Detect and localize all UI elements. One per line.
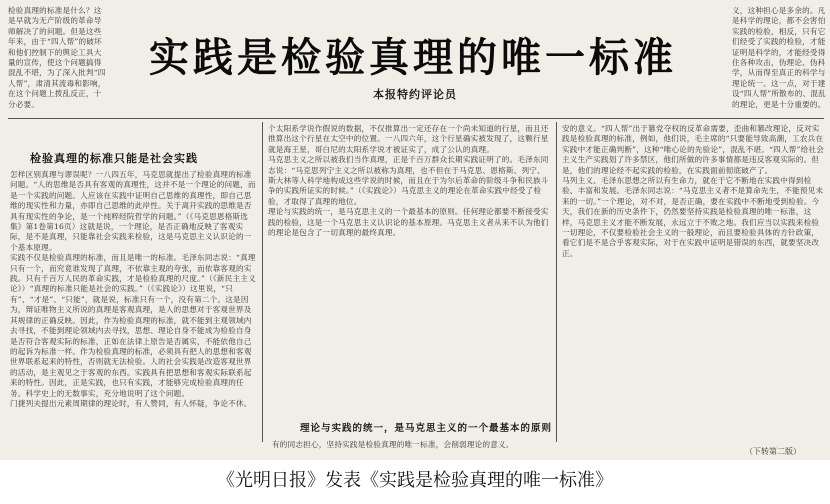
paragraph-2: 实践不仅是检验真理的标准，而且是唯一的标准。毛泽东同志说：“真理只有一个，而究竟谁发现了真理，不依靠主观的夸张，而依靠客观的实践。只有千百万人民的革命实践，才是检验真理的尺度。”（《新民主主义论》）“真理的标准只能是社会的实践。”（《实践论》）这里说，“只有”、“才是”、“只能”，就是说，标准只有一个，没有第二个。这是因为，辩证唯物主义所说的真理是客观真理，是人的思想对于客观世界及其规律的正确反映。因此，作为检验真理的标准，就不能到主观领域内去寻找，不能到理论领域内去寻找，思想、理论自身不能成为检验自身是否符合客观实际的标准，正如在法律上原告是否属实，不能依他自己的起诉为标准一样。作为检验真理的标准，必须具有把人的思想和客观世界联系起来的特性，否则就无法检验。人的社会实践是改造客观世界的活动，是主观见之于客观的东西。实践具有把思想和客观实际联系起来的特性。因此，正是实践，也只有实践，才能够完成检验真理的任务。科学史上的无数事实，充分地说明了这个问题。: [10, 253, 256, 398]
continued-note: （下转第二版）: [745, 447, 801, 456]
section-heading-1: 检验真理的标准只能是社会实践: [30, 152, 198, 165]
body-column-middle: [268, 124, 552, 414]
paragraph-1: 怎样区别真理与谬误呢？一八四五年，马克思就提出了检验真理的标准问题。“人的思维是否具有客观的真理性，这并不是一个理论的问题，而是一个实践的问题。人应该在实践中证明自己思维的真理性，即自己思维的现实性和力量，亦即自己思维的此岸性。关于离开实践的思维是否具有现实性的争论，是一个纯粹经院哲学的问题。”（《马克思恩格斯选集》第1卷第16页）这就是说，一个理论，是否正确地反映了客观实际，是不是真理，只能靠社会实践来检验，这是马克思主义认识论的一个基本原理。: [10, 170, 256, 252]
intro-paragraph: 检验真理的标准是什么？这是早就为无产阶级的革命导师解决了的问题。但是这些年来，由于“四人帮”的破坏和他们控制下的舆论工具大量的宣传，使这个问题搞得混乱不堪，为了深入批判“四人帮”，肃清其流毒和影响，在这个问题上拨乱反正，十分必要。: [8, 6, 106, 109]
body-column-right: [562, 124, 824, 444]
body-column-left: [10, 170, 258, 434]
intro-right-paragraph: 义，这种担心是多余的。凡是科学的理论，都不会害怕实践的检验，相反，只有它们经受了实践的检验，才能证明是科学的，才能经受得住各种攻击，伪理论、伪科学，从而得至真正的科学与理论统一。这一点，对于建设“四人帮”所散布的、混乱的理论，更是十分重要的。: [732, 6, 826, 109]
article-headline: 实践是检验真理的唯一标准: [149, 35, 677, 81]
header-rule: [8, 118, 824, 119]
paragraph-6: 理论与实践的统一，是马克思主义的一个最基本的原则。任何理论都要不断接受实践的检验，这是一个马克思主义认识论的基本原理。马克思主义者从来不认为他们的理论是包含了一切真理的最终真理。: [268, 207, 549, 238]
paragraph-4: 个太阳系学说作假说的数据，不仅推算出一定还存在一个尚未知道的行星，而且还推算出这个行星在太空中的位置。一八四六年，这个行星确实被发现了，这颗行星就是海王星，哥白尼的太阳系学说才被证实了，成了公认的真理。: [268, 124, 549, 154]
column-divider-left: [262, 122, 263, 442]
section-heading-2: 理论与实践的统一，是马克思主义的一个最基本的原则: [300, 423, 553, 434]
photo-caption: 《光明日报》发表《实践是检验真理的唯一标准》: [217, 470, 613, 491]
paragraph-5: 马克思主义之所以被我们当作真理，正是千百万群众长期实践证明了的。毛泽东同志说：“马克思列宁主义之所以被称为真理，也不但在于马克思、恩格斯、列宁、斯大林等人科学地构成这些学说的时候，而且在于为尔后革命的阶级斗争和民族斗争的实践所证实的时候。”（《实践论》）马克思主义的理论在革命实践中经受了检验，才取得了真理的地位。: [268, 155, 549, 206]
article-byline: 本报特约评论员: [373, 88, 457, 101]
paragraph-7: 有的同志担心，坚持实践是检验真理的唯一标准，会削弱理论的意义。: [272, 440, 514, 449]
paragraph-8: 安的意义。“四人帮”出于篡党夺权的反革命需要，歪曲和篡改理论，反对实践是检验真理的标准，例如，他们说，毛主席的“只要能导致高潮，工农兵在实践中才能正确判断”，这种“唯心论的先验论”，混乱不堪。“四人帮”给社会主义生产实践划了许多禁区，他们所做的许多事情都是违反客观实际的。但是，他们的理论经不起实践的检验，在实践面前彻底破产了。: [562, 124, 824, 175]
paragraph-9: 马列主义、毛泽东思想之所以有生命力，就在于它不断地在实践中得到检验、丰富和发展。毛泽东同志说：“马克思主义者不是算命先生，不能预见未来的一切。”一个理论，对不对，是否正确，要在实践中不断地受到检验。今天，我们在新的历史条件下，仍然要坚持实践是检验真理的唯一标准，这样，马克思主义才能不断发展，永远立于不败之地。我们应当以实践来检验一切理论，不仅要检验社会主义的一般理论，而且要检验具体的方针政策，看它们是不是合乎客观实际，对于在实践中证明是错误的东西，就要坚决改正。: [562, 176, 824, 258]
column-divider-right: [556, 122, 557, 442]
paragraph-3: 门捷列夫提出元素周期律的理论时，有人赞同，有人怀疑，争论不休。: [10, 398, 252, 408]
